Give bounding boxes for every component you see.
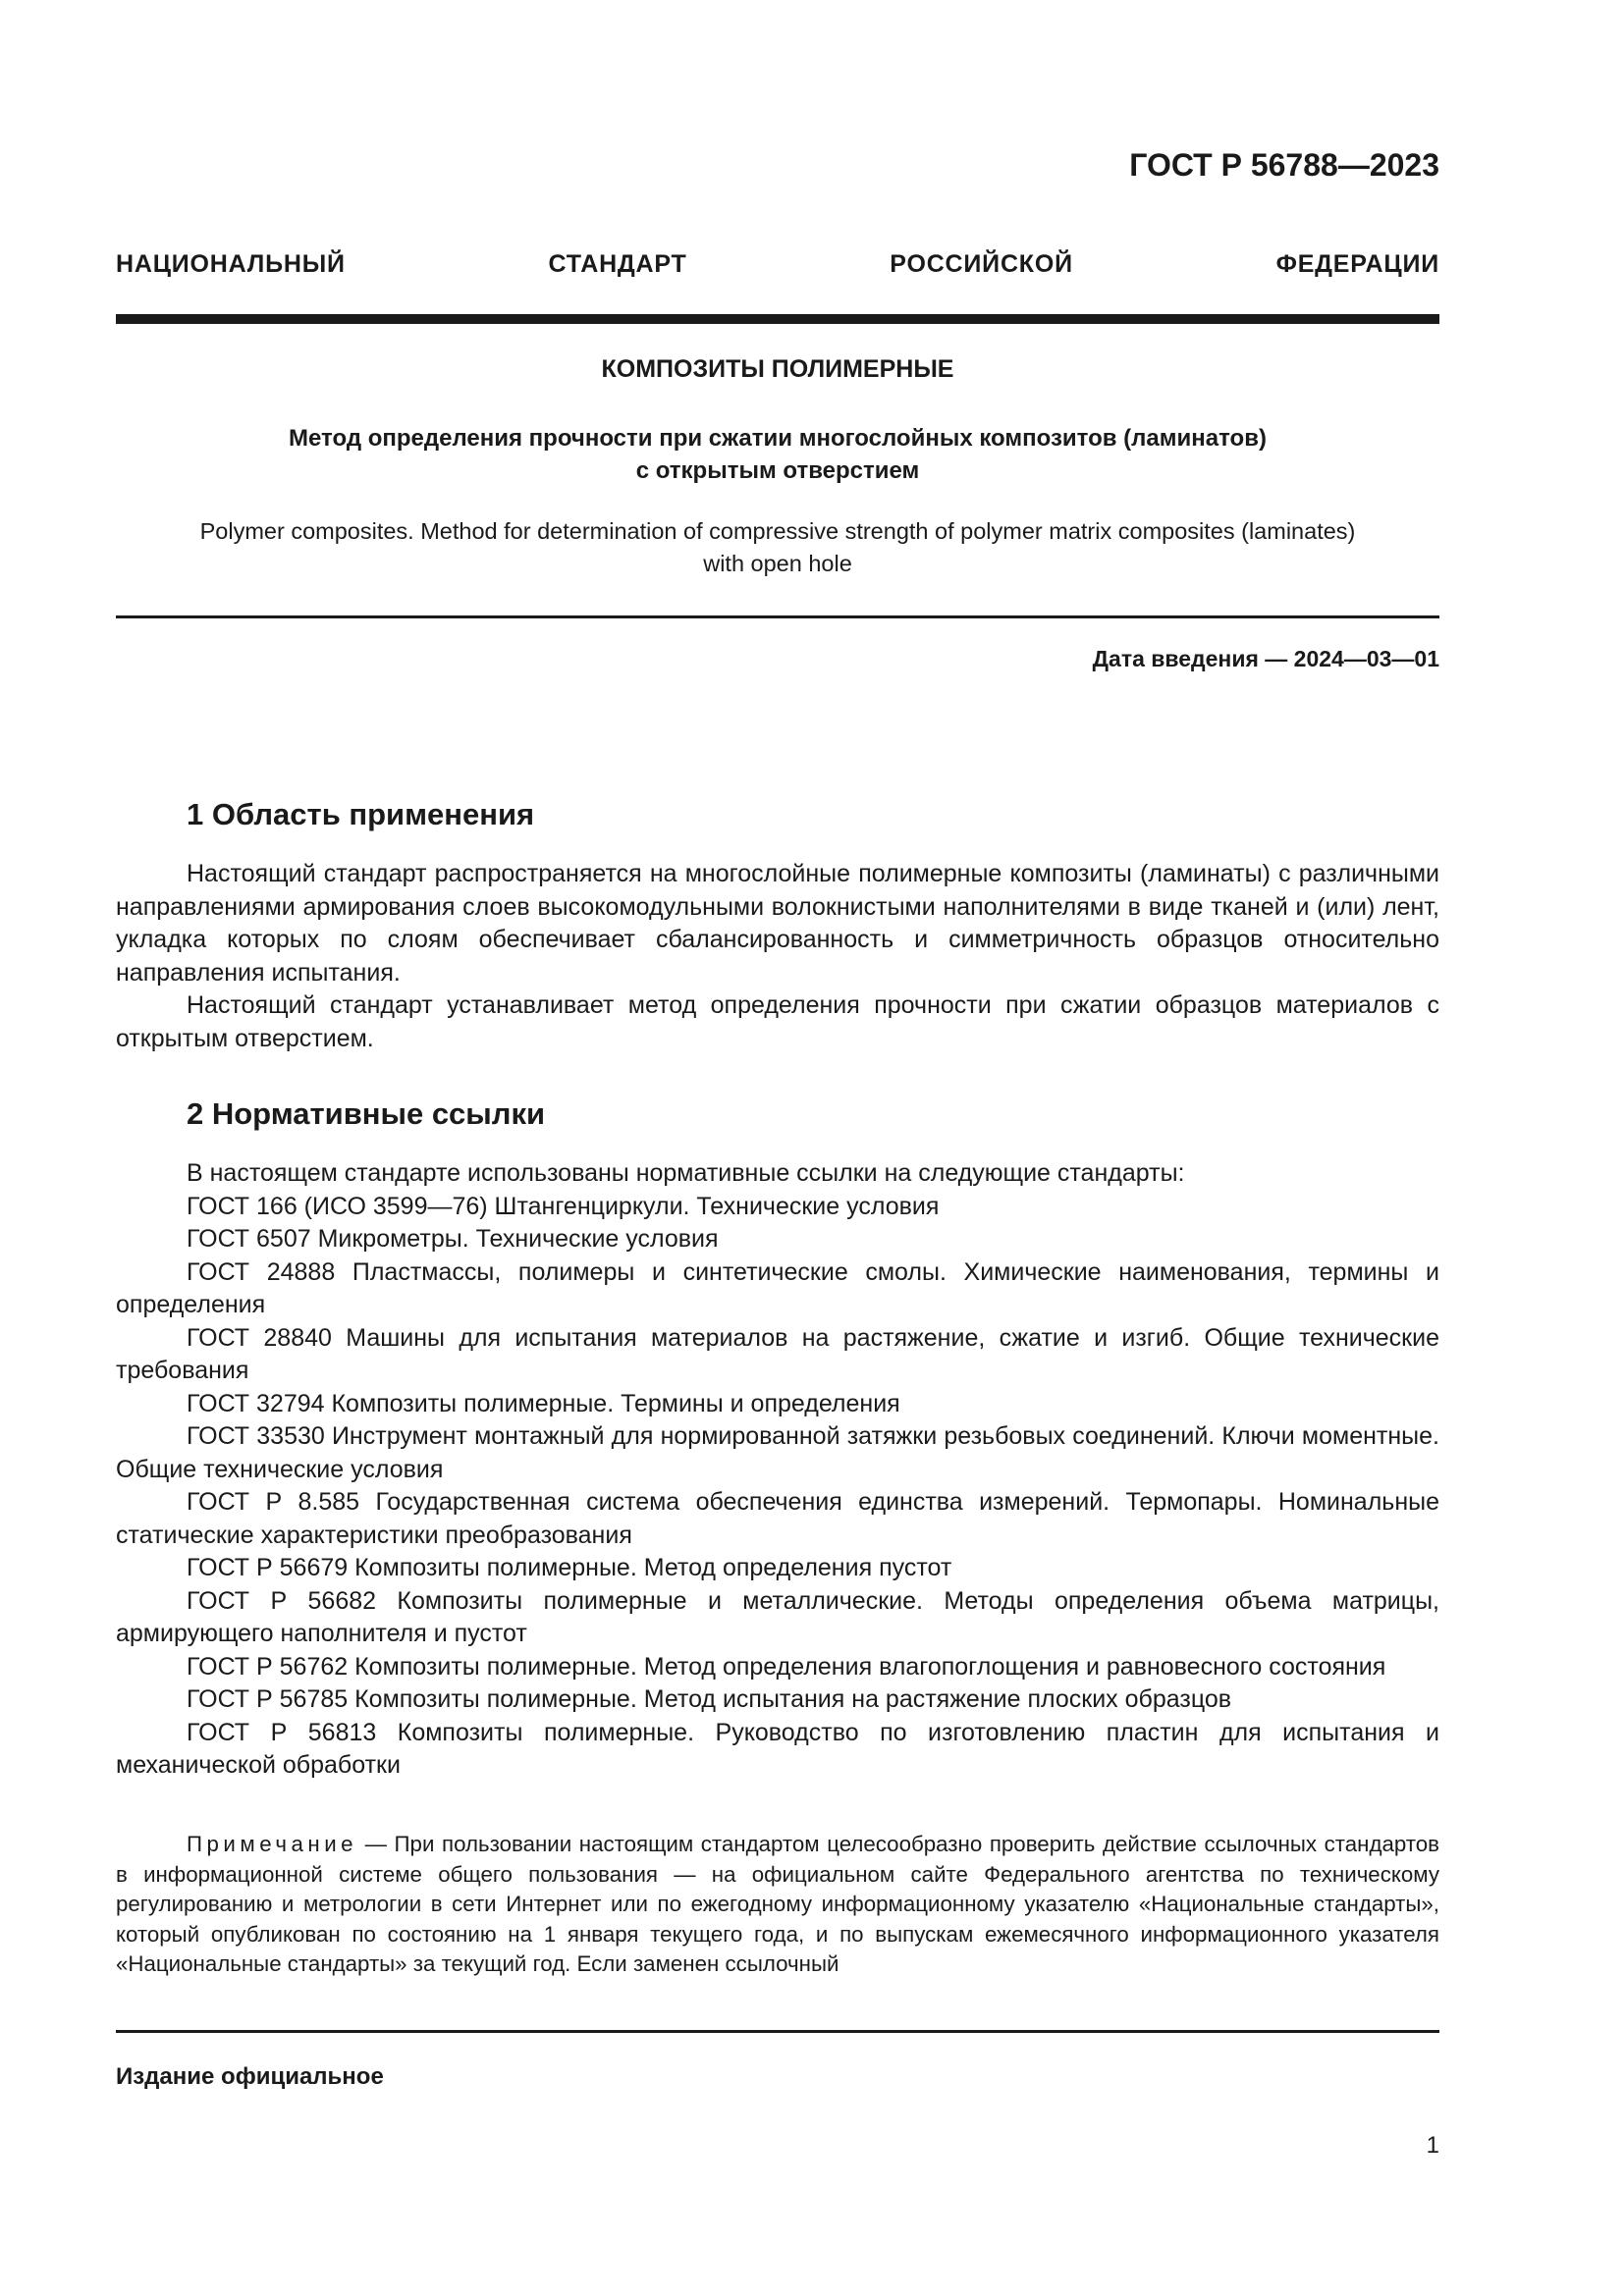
header-divider-thick — [116, 314, 1439, 324]
note-text: — При пользовании настоящим стандартом целесообразно проверить действие ссылочных стандартов в информационной системе общего пользования — на официальном сайте Федерального агентства по техническому регулированию и метрологии в сети Интернет или по ежегодному информационному указателю «Национальные стандарты», который опубликован по состоянию на 1 января текущего года, и по выпускам ежемесячного информационного указателя «Национальные стандарты» за текущий год. Если заменен ссылочный — [116, 1832, 1439, 1976]
section-1-body — [116, 858, 1439, 1055]
reference-item: ГОСТ 33530 Инструмент монтажный для нормированной затяжки резьбовых соединений. Ключи моментные. Общие технические условия — [116, 1422, 1439, 1483]
section-1-paragraph: Настоящий стандарт распространяется на многослойные полимерные композиты (ламинаты) с различными направлениями армирования слоев высокомодульными волокнистыми наполнителями в виде тканей и (или) лент, укладка которых по слоям обеспечивает сбалансированность и симметричность образцов относительно направления испытания. — [116, 860, 1439, 987]
document-title: КОМПОЗИТЫ ПОЛИМЕРНЫЕ — [601, 355, 954, 383]
note-block — [116, 1830, 1439, 1980]
page-number: 1 — [1426, 2132, 1439, 2159]
english-title — [116, 515, 1439, 580]
reference-item: ГОСТ Р 56785 Композиты полимерные. Метод испытания на растяжение плоских образцов — [187, 1685, 1232, 1713]
reference-item: ГОСТ 6507 Микрометры. Технические условия — [187, 1225, 719, 1253]
reference-item: ГОСТ 32794 Композиты полимерные. Термины и определения — [187, 1389, 900, 1417]
title-divider — [116, 615, 1439, 618]
english-title-line-1: Polymer composites. Method for determination of compressive strength of polymer matrix composites (laminates) — [199, 518, 1356, 544]
reference-item: ГОСТ Р 56813 Композиты полимерные. Руководство по изготовлению пластин для испытания и механической обработки — [116, 1718, 1439, 1779]
document-subtitle — [116, 422, 1439, 487]
normative-references — [116, 1157, 1439, 1783]
english-title-line-2: with open hole — [703, 551, 852, 576]
reference-item: ГОСТ 24888 Пластмассы, полимеры и синтетические смолы. Химические наименования, термины и определения — [116, 1257, 1439, 1318]
references-intro: В настоящем стандарте использованы нормативные ссылки на следующие стандарты: — [187, 1159, 1185, 1187]
official-edition-label: Издание официальное — [116, 2063, 384, 2090]
section-2-heading: 2 Нормативные ссылки — [187, 1096, 546, 1131]
subtitle-line-1: Метод определения прочности при сжатии многослойных композитов (ламинатов) — [289, 425, 1267, 452]
footer-divider — [116, 2030, 1439, 2033]
gost-number: ГОСТ Р 56788—2023 — [1129, 147, 1439, 183]
reference-item: ГОСТ Р 56762 Композиты полимерные. Метод определения влагопоглощения и равновесного состояния — [187, 1652, 1386, 1681]
section-1-heading: 1 Область применения — [187, 797, 535, 831]
reference-item: ГОСТ 166 (ИСО 3599—76) Штангенциркули. Технические условия — [187, 1192, 940, 1220]
reference-item: ГОСТ Р 8.585 Государственная система обеспечения единства измерений. Термопары. Номинальные статические характеристики преобразования — [116, 1488, 1439, 1549]
note-label: Примечание — [187, 1832, 358, 1856]
subtitle-line-2: с открытым отверстием — [635, 457, 920, 484]
national-standard-banner: НАЦИОНАЛЬНЫЙ СТАНДАРТ РОССИЙСКОЙ ФЕДЕРАЦИИ — [116, 250, 1439, 278]
reference-item: ГОСТ Р 56682 Композиты полимерные и металлические. Методы определения объема матрицы, армирующего наполнителя и пустот — [116, 1586, 1439, 1647]
section-1-paragraph: Настоящий стандарт устанавливает метод определения прочности при сжатии образцов материалов с открытым отверстием. — [116, 991, 1439, 1052]
reference-item: ГОСТ 28840 Машины для испытания материалов на растяжение, сжатие и изгиб. Общие технические требования — [116, 1323, 1439, 1384]
intro-date: Дата введения — 2024—03—01 — [1092, 646, 1439, 671]
reference-item: ГОСТ Р 56679 Композиты полимерные. Метод определения пустот — [187, 1554, 952, 1581]
